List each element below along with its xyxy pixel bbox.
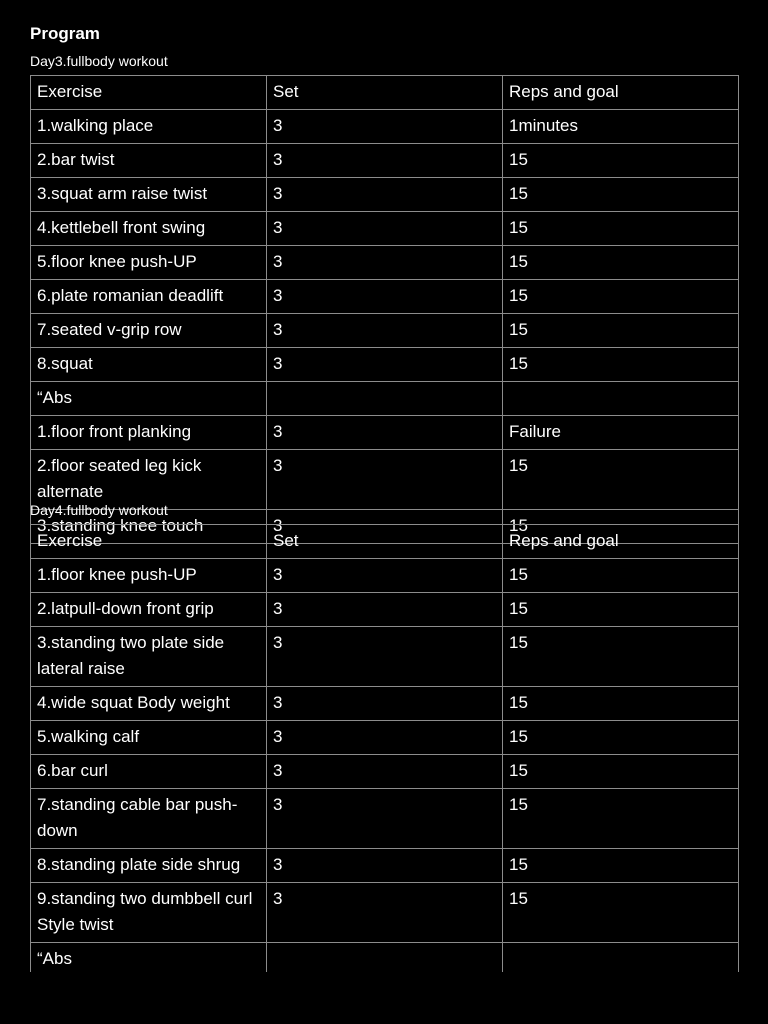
table-row <box>31 212 739 246</box>
set-cell: 3 <box>267 280 503 314</box>
exercise-cell: 1.walking place <box>31 110 267 144</box>
column-header: Reps and goal <box>503 76 739 110</box>
exercise-cell: “Abs <box>31 382 267 416</box>
set-cell: 3 <box>267 450 503 510</box>
table-row <box>31 849 739 883</box>
column-header: Set <box>267 525 503 559</box>
reps-goal-cell: 15 <box>503 627 739 687</box>
table-row <box>31 178 739 212</box>
set-cell: 3 <box>267 559 503 593</box>
set-cell: 3 <box>267 144 503 178</box>
set-cell: 3 <box>267 849 503 883</box>
set-cell: 3 <box>267 348 503 382</box>
exercise-cell: 2.latpull-down front grip <box>31 593 267 627</box>
exercise-cell: 3.squat arm raise twist <box>31 178 267 212</box>
exercise-cell: 5.walking calf <box>31 721 267 755</box>
set-cell: 3 <box>267 110 503 144</box>
exercise-cell: 3.standing knee touch <box>31 510 267 544</box>
table-row <box>31 627 739 687</box>
set-cell: 3 <box>267 593 503 627</box>
column-header: Reps and goal <box>503 525 739 559</box>
exercise-cell: 9.standing two dumbbell curl Style twist <box>31 883 267 943</box>
table-row <box>31 314 739 348</box>
exercise-cell: 4.kettlebell front swing <box>31 212 267 246</box>
column-header: Set <box>267 76 503 110</box>
set-cell: 3 <box>267 246 503 280</box>
exercise-cell: 1.floor front planking <box>31 416 267 450</box>
set-cell: 3 <box>267 755 503 789</box>
set-cell: 3 <box>267 789 503 849</box>
table-row <box>31 883 739 943</box>
table-row <box>31 382 739 416</box>
table-row <box>31 789 739 849</box>
reps-goal-cell: 15 <box>503 721 739 755</box>
reps-goal-cell: Failure <box>503 416 739 450</box>
reps-goal-cell <box>503 382 739 416</box>
reps-goal-cell: 15 <box>503 593 739 627</box>
table-header-row <box>31 76 739 110</box>
set-cell: 3 <box>267 721 503 755</box>
reps-goal-cell: 15 <box>503 883 739 943</box>
exercise-cell: 7.standing cable bar push-down <box>31 789 267 849</box>
table-row <box>31 348 739 382</box>
exercise-cell: 4.wide squat Body weight <box>31 687 267 721</box>
table-row <box>31 280 739 314</box>
reps-goal-cell: 15 <box>503 849 739 883</box>
reps-goal-cell: 15 <box>503 789 739 849</box>
exercise-cell: “Abs <box>31 943 267 977</box>
column-header: Exercise <box>31 76 267 110</box>
day4-table <box>30 524 739 1011</box>
table-row <box>31 110 739 144</box>
reps-goal-cell: 15 <box>503 450 739 510</box>
set-cell: 3 <box>267 178 503 212</box>
reps-goal-cell: 15 <box>503 280 739 314</box>
exercise-cell: 2.floor seated leg kick alternate <box>31 450 267 510</box>
page-title: Program <box>30 24 100 43</box>
table-row <box>31 246 739 280</box>
exercise-cell: 2.bar twist <box>31 144 267 178</box>
day3-table <box>30 75 739 544</box>
reps-goal-cell: 15 <box>503 510 739 544</box>
exercise-cell: 6.bar curl <box>31 755 267 789</box>
reps-goal-cell: 15 <box>503 755 739 789</box>
reps-goal-cell: 15 <box>503 246 739 280</box>
reps-goal-cell: 15 <box>503 687 739 721</box>
set-cell: 3 <box>267 314 503 348</box>
reps-goal-cell: 15 <box>503 144 739 178</box>
set-cell: 3 <box>267 627 503 687</box>
exercise-cell: 8.squat <box>31 348 267 382</box>
reps-goal-cell: 15 <box>503 212 739 246</box>
exercise-cell: 3.standing two plate side lateral raise <box>31 627 267 687</box>
set-cell: 3 <box>267 687 503 721</box>
table-row <box>31 144 739 178</box>
table-row <box>31 755 739 789</box>
exercise-cell: 7.seated v-grip row <box>31 314 267 348</box>
exercise-cell: 5.floor knee push-UP <box>31 246 267 280</box>
column-header: Exercise <box>31 525 267 559</box>
table-row <box>31 416 739 450</box>
table-row <box>31 593 739 627</box>
set-cell: 3 <box>267 883 503 943</box>
set-cell <box>267 382 503 416</box>
reps-goal-cell: 15 <box>503 178 739 212</box>
day3-title: Day3.fullbody workout <box>30 53 168 69</box>
table-row <box>31 559 739 593</box>
reps-goal-cell: 15 <box>503 348 739 382</box>
set-cell: 3 <box>267 416 503 450</box>
table-row <box>31 687 739 721</box>
reps-goal-cell: 1minutes <box>503 110 739 144</box>
set-cell: 3 <box>267 212 503 246</box>
reps-goal-cell: 15 <box>503 559 739 593</box>
table-row <box>31 721 739 755</box>
exercise-cell: 6.plate romanian deadlift <box>31 280 267 314</box>
table-header-row <box>31 525 739 559</box>
exercise-cell: 1.floor knee push-UP <box>31 559 267 593</box>
screen-bottom-area <box>0 972 768 1024</box>
exercise-cell: 8.standing plate side shrug <box>31 849 267 883</box>
day4-title: Day4.fullbody workout <box>30 502 168 518</box>
set-cell: 3 <box>267 510 503 544</box>
reps-goal-cell: 15 <box>503 314 739 348</box>
